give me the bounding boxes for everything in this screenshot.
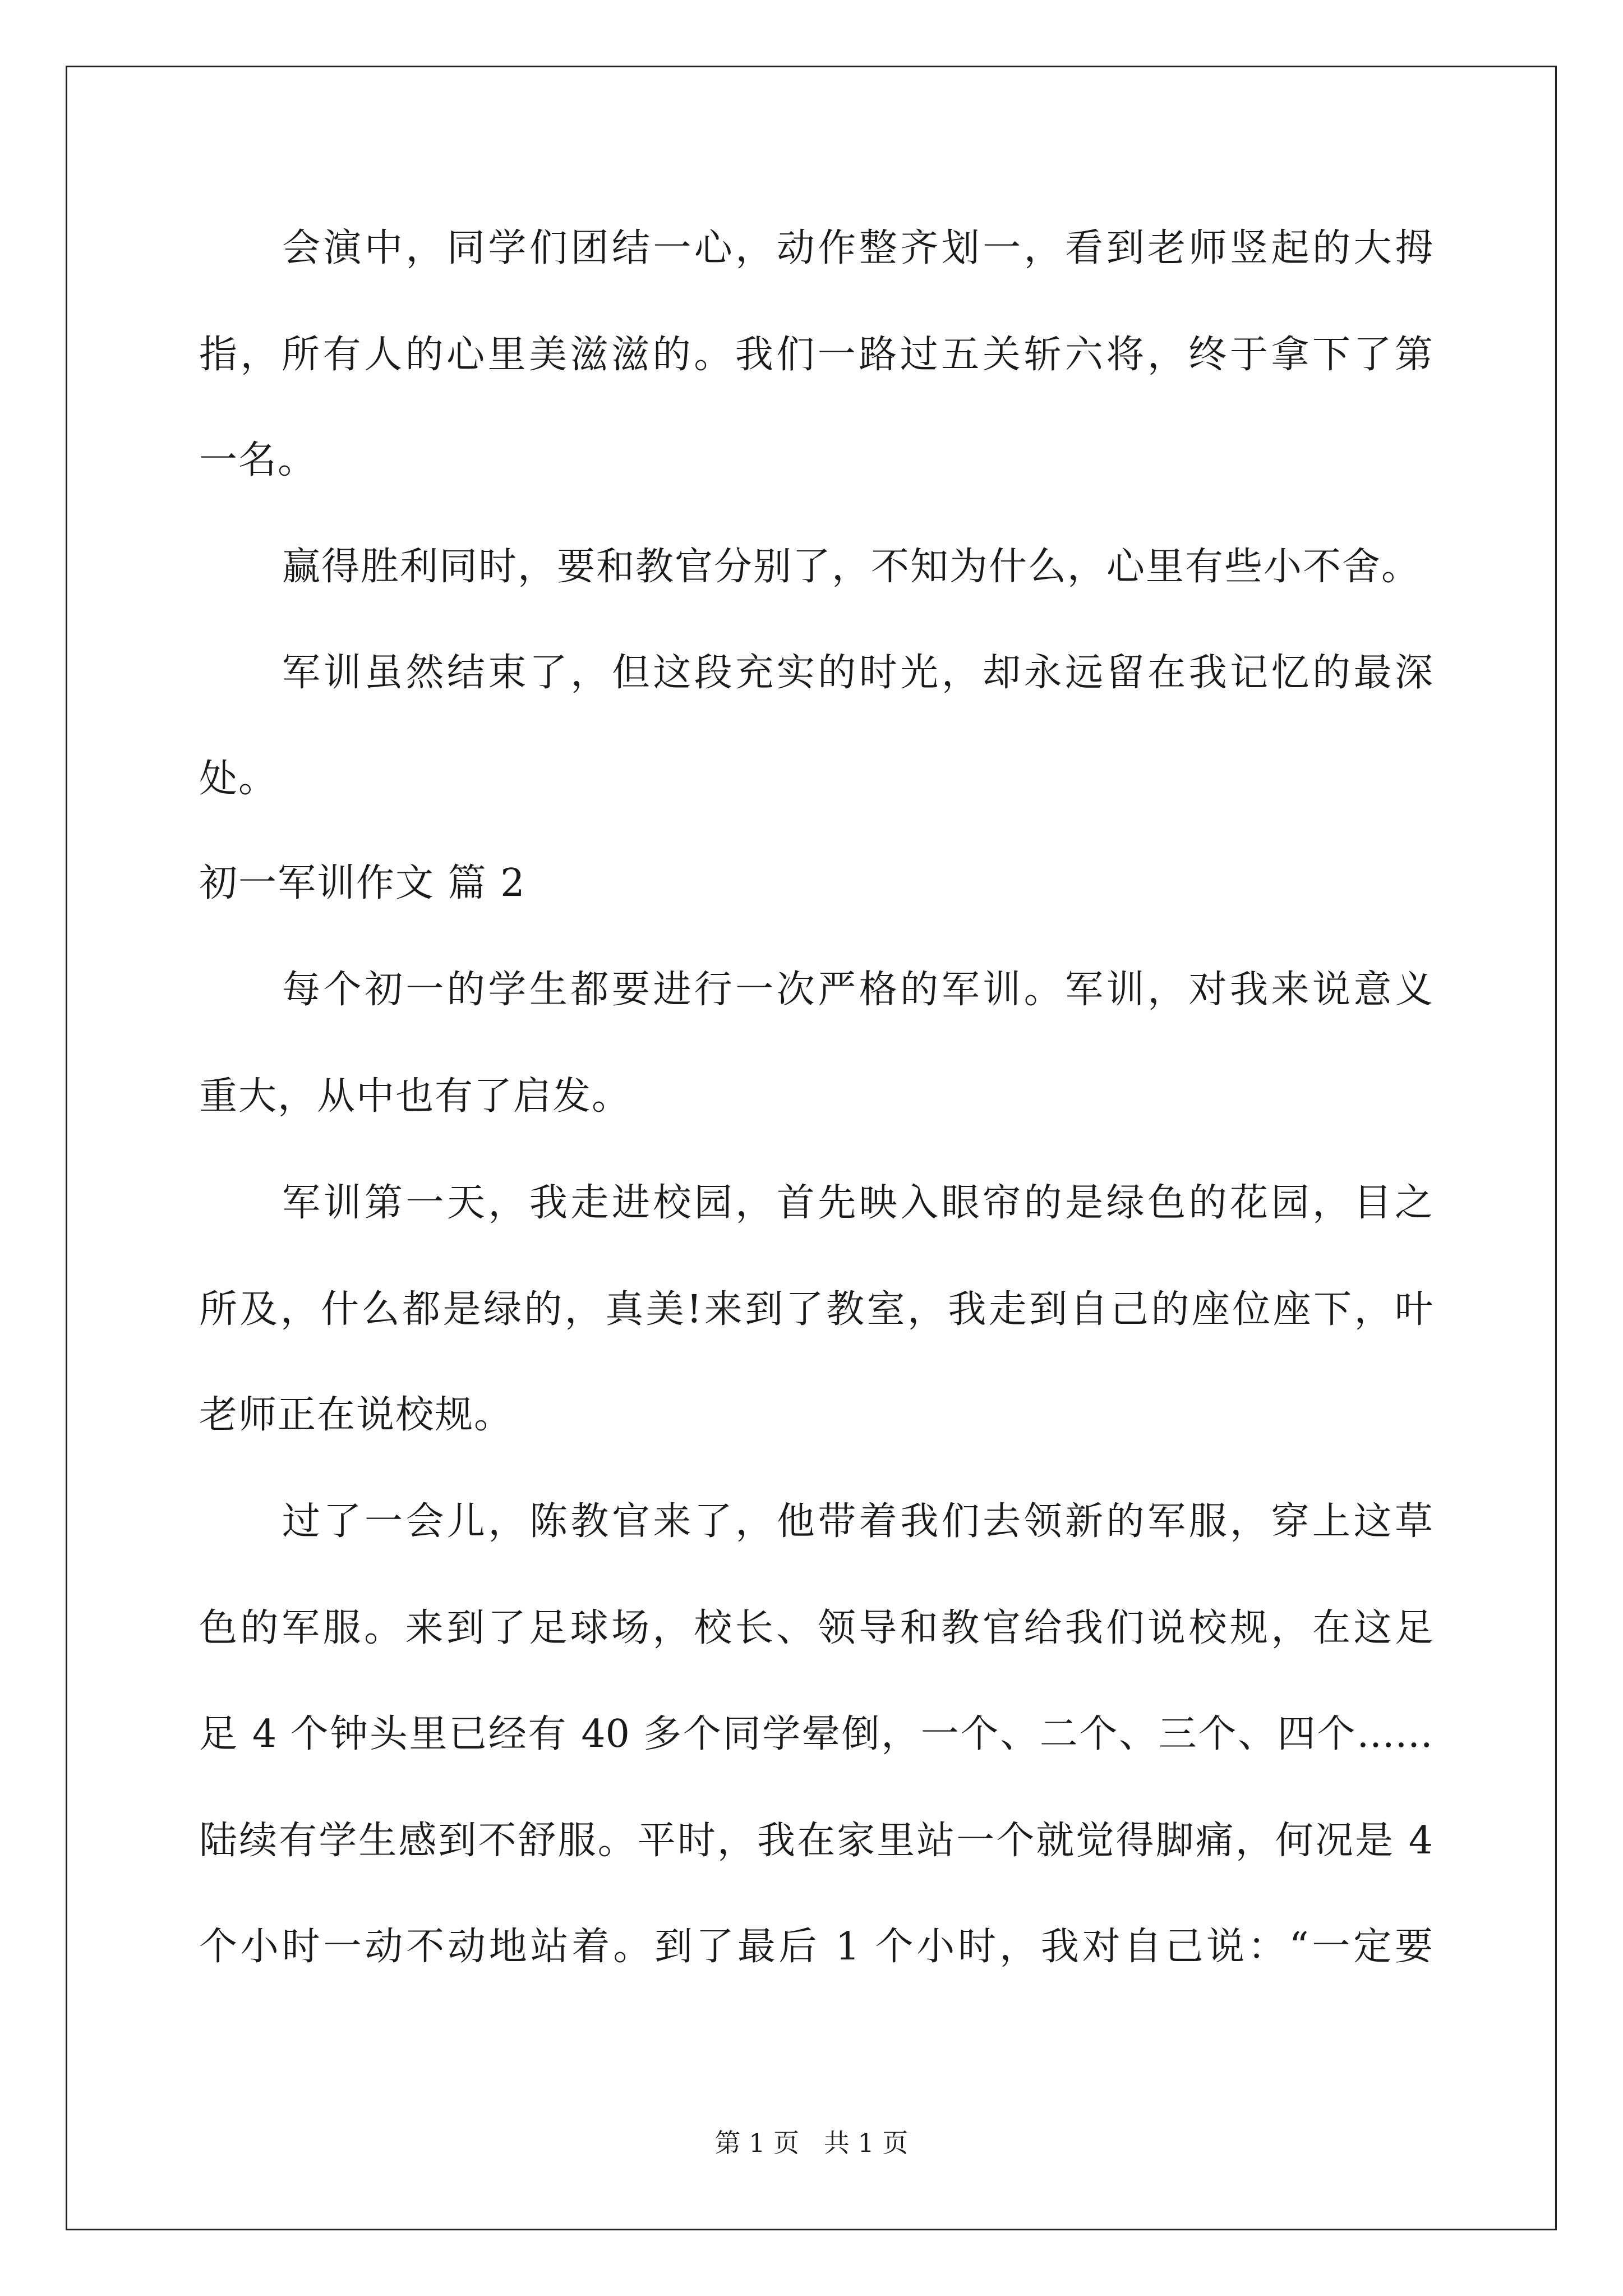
paragraph-line: 处。: [199, 757, 278, 801]
paragraph-line: 个小时一动不动地站着。到了最后 1 个小时，我对自己说：“一定要: [199, 1925, 1433, 1969]
paragraph-line: 过了一会儿，陈教官来了，他带着我们去领新的军服，穿上这草: [282, 1499, 1433, 1544]
page-border: [66, 66, 1557, 2230]
paragraph-line: 军训虽然结束了，但这段充实的时光，却永远留在我记忆的最深: [282, 651, 1433, 695]
paragraph-line: 老师正在说校规。: [199, 1393, 514, 1437]
paragraph-line: 赢得胜利同时，要和教官分别了，不知为什么，心里有些小不舍。: [282, 545, 1421, 589]
paragraph-line: 所及，什么都是绿的，真美!来到了教室，我走到自己的座位座下，叶: [199, 1287, 1433, 1332]
section-heading: 初一军训作文 篇 2: [199, 861, 526, 905]
paragraph-line: 指，所有人的心里美滋滋的。我们一路过五关斩六将，终于拿下了第: [199, 333, 1433, 377]
paragraph-line: 一名。: [199, 438, 317, 482]
paragraph-line: 足 4 个钟头里已经有 40 多个同学晕倒，一个、二个、三个、四个……: [199, 1712, 1433, 1756]
paragraph-line: 重大，从中也有了启发。: [199, 1074, 631, 1119]
paragraph-line: 色的军服。来到了足球场，校长、领导和教官给我们说校规，在这足: [199, 1606, 1433, 1650]
paragraph-line: 军训第一天，我走进校园，首先映入眼帘的是绿色的花园，目之: [282, 1181, 1433, 1225]
paragraph-line: 陆续有学生感到不舒服。平时，我在家里站一个就觉得脚痛，何况是 4: [199, 1819, 1433, 1863]
paragraph-line: 每个初一的学生都要进行一次严格的军训。军训，对我来说意义: [282, 968, 1433, 1012]
page-footer: 第 1 页 共 1 页: [714, 2128, 909, 2158]
paragraph-line: 会演中，同学们团结一心，动作整齐划一，看到老师竖起的大拇: [282, 226, 1433, 270]
